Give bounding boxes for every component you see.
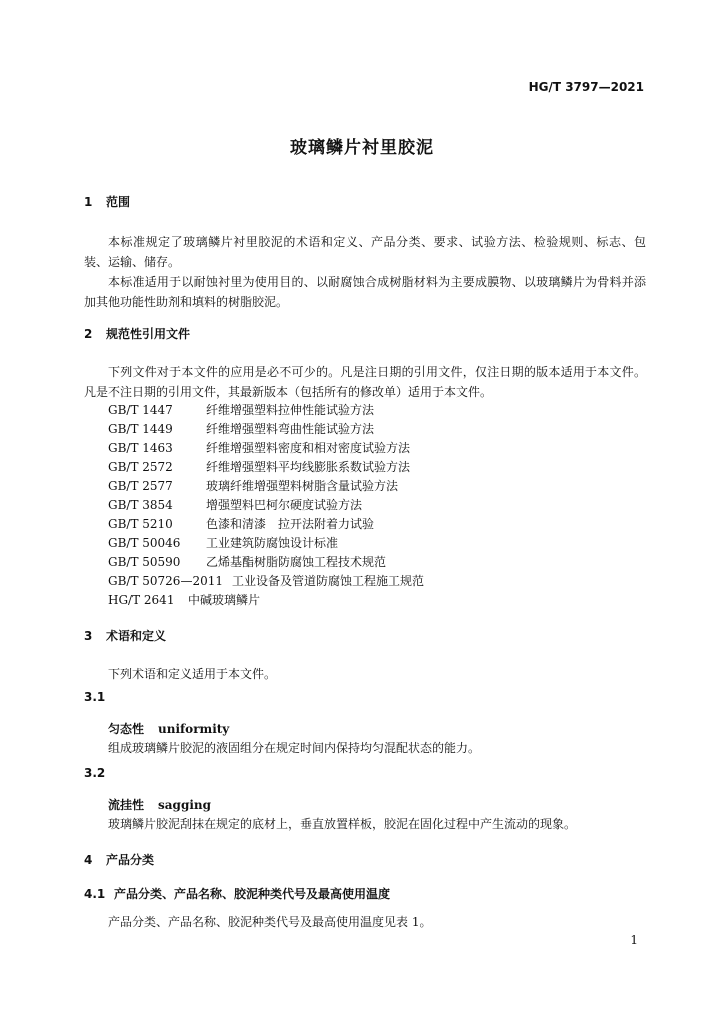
reference-item xyxy=(108,420,374,437)
subsection-title: 产品分类、产品名称、胶泥种类代号及最高使用温度 xyxy=(114,887,391,901)
term-heading xyxy=(108,796,211,813)
reference-item xyxy=(108,477,398,494)
reference-item xyxy=(108,553,386,570)
reference-title: 中碱玻璃鳞片 xyxy=(188,593,261,607)
reference-code: GB/T 50046 xyxy=(108,536,181,550)
section-3-heading xyxy=(84,627,166,644)
document-title: 玻璃鳞片衬里胶泥 xyxy=(290,138,434,158)
page-number: 1 xyxy=(630,933,638,947)
reference-code: GB/T 1463 xyxy=(108,441,173,455)
reference-code: HG/T 2641 xyxy=(108,593,175,607)
reference-item xyxy=(108,591,260,608)
section-number: 1 xyxy=(84,195,93,209)
reference-code: GB/T 2577 xyxy=(108,479,173,493)
term-chinese: 流挂性 xyxy=(108,798,145,812)
reference-code: GB/T 50590 xyxy=(108,555,181,569)
term-number: 3.2 xyxy=(84,766,106,780)
section-1-heading xyxy=(84,193,130,210)
term-chinese: 匀态性 xyxy=(108,722,145,736)
section-1-paragraph: 本标准适用于以耐蚀衬里为使用目的、以耐腐蚀合成树脂材料为主要成膜物、以玻璃鳞片为骨料并添加其他功能性助剂和填料的树脂胶泥。 xyxy=(84,275,646,309)
section-number: 3 xyxy=(84,629,93,643)
reference-title: 纤维增强塑料拉伸性能试验方法 xyxy=(206,403,375,417)
reference-title: 增强塑料巴柯尔硬度试验方法 xyxy=(206,498,363,512)
subsection-number: 4.1 xyxy=(84,887,106,901)
section-2-intro: 下列文件对于本文件的应用是必不可少的。凡是注日期的引用文件，仅注日期的版本适用于本文件。凡是不注日期的引用文件，其最新版本（包括所有的修改单）适用于本文件。 xyxy=(84,365,646,399)
reference-item xyxy=(108,401,374,418)
reference-code: GB/T 2572 xyxy=(108,460,173,474)
reference-title: 纤维增强塑料密度和相对密度试验方法 xyxy=(206,441,411,455)
section-3-intro: 下列术语和定义适用于本文件。 xyxy=(108,667,277,681)
section-title: 范围 xyxy=(106,195,131,209)
term-definition: 玻璃鳞片胶泥刮抹在规定的底材上，垂直放置样板，胶泥在固化过程中产生流动的现象。 xyxy=(108,817,577,831)
reference-item xyxy=(108,515,374,532)
term-english: sagging xyxy=(158,798,212,812)
reference-item xyxy=(108,572,424,589)
reference-item xyxy=(108,458,410,475)
section-title: 术语和定义 xyxy=(106,629,167,643)
term-heading xyxy=(108,720,229,737)
reference-title: 色漆和清漆 拉开法附着力试验 xyxy=(206,517,375,531)
reference-title: 玻璃纤维增强塑料树脂含量试验方法 xyxy=(206,479,399,493)
reference-code: GB/T 1447 xyxy=(108,403,173,417)
reference-code: GB/T 1449 xyxy=(108,422,173,436)
reference-title: 纤维增强塑料平均线膨胀系数试验方法 xyxy=(206,460,411,474)
reference-title: 纤维增强塑料弯曲性能试验方法 xyxy=(206,422,375,436)
section-number: 4 xyxy=(84,853,93,867)
section-title: 规范性引用文件 xyxy=(106,327,191,341)
reference-item xyxy=(108,439,410,456)
reference-item xyxy=(108,534,338,551)
term-english: uniformity xyxy=(158,722,230,736)
standard-number: HG/T 3797—2021 xyxy=(528,80,644,94)
section-4-body: 产品分类、产品名称、胶泥种类代号及最高使用温度见表 1。 xyxy=(108,915,432,929)
reference-code: GB/T 5210 xyxy=(108,517,173,531)
reference-title: 工业设备及管道防腐蚀工程施工规范 xyxy=(232,574,425,588)
subsection-4-1-heading xyxy=(84,885,390,902)
term-number: 3.1 xyxy=(84,690,106,704)
reference-title: 乙烯基酯树脂防腐蚀工程技术规范 xyxy=(206,555,387,569)
reference-item xyxy=(108,496,362,513)
term-definition: 组成玻璃鳞片胶泥的液固组分在规定时间内保持均匀混配状态的能力。 xyxy=(108,741,481,755)
section-2-heading xyxy=(84,325,190,342)
reference-code: GB/T 50726—2011 xyxy=(108,574,223,588)
reference-title: 工业建筑防腐蚀设计标准 xyxy=(206,536,339,550)
section-1-paragraph: 本标准规定了玻璃鳞片衬里胶泥的术语和定义、产品分类、要求、试验方法、检验规则、标志、包装、运输、储存。 xyxy=(84,235,646,269)
reference-code: GB/T 3854 xyxy=(108,498,173,512)
section-title: 产品分类 xyxy=(106,853,155,867)
section-4-heading xyxy=(84,851,154,868)
section-number: 2 xyxy=(84,327,93,341)
